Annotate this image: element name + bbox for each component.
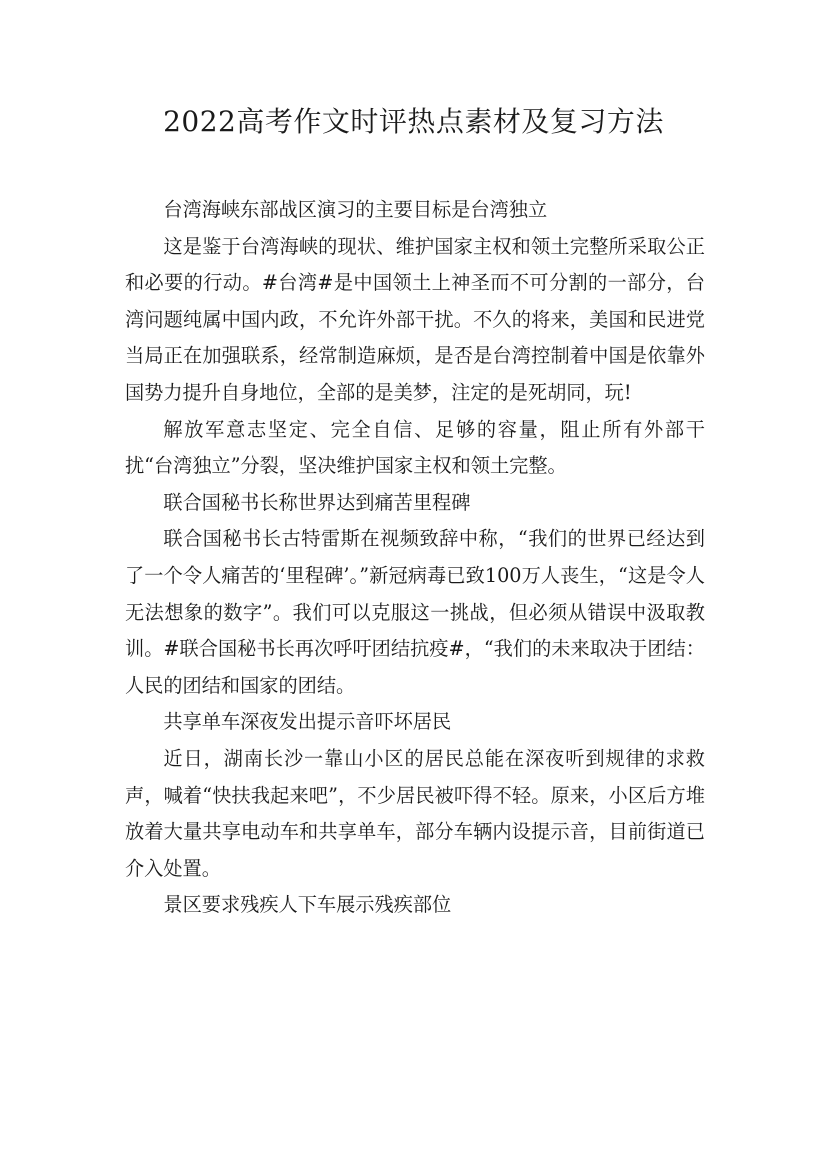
headline-paragraph: 共享单车深夜发出提示音吓坏居民 [163,710,452,734]
headline-paragraph: 联合国秘书长称世界达到痛苦里程碑 [163,490,471,514]
body-paragraph: 近日，湖南长沙一靠山小区的居民总能在深夜听到规律的求救声，喊着“快扶我起来吧”，不少居民被吓得不轻。原来，小区后方堆放着大量共享电动车和共享单车，部分车辆内设提示音，目前街道已介入处置。 [125,746,705,880]
document-title: 2022高考作文时评热点素材及复习方法 [163,105,664,138]
body-paragraph: 联合国秘书长古特雷斯在视频致辞中称，“我们的世界已经达到了一个令人痛苦的‘里程碑’。”新冠病毒已致100万人丧生，“这是令人无法想象的数字”。我们可以克服这一挑战，但必须从错误中汲取教训。#联合国秘书长再次呼吁团结抗疫#，“我们的未来取决于团结：人民的团结和国家的团结。 [125,527,705,697]
body-paragraph: 这是鉴于台湾海峡的现状、维护国家主权和领土完整所采取公正和必要的行动。#台湾#是中国领土上神圣而不可分割的一部分，台湾问题纯属中国内政，不允许外部干扰。不久的将来，美国和民进党当局正在加强联系，经常制造麻烦，是否是台湾控制着中国是依靠外国势力提升自身地位，全部的是美梦，注定的是死胡同，玩! [125,234,705,404]
body-paragraph: 解放军意志坚定、完全自信、足够的容量，阻止所有外部干扰“台湾独立”分裂，坚决维护国家主权和领土完整。 [125,417,705,478]
headline-paragraph: 景区要求残疾人下车展示残疾部位 [163,893,452,917]
headline-paragraph: 台湾海峡东部战区演习的主要目标是台湾独立 [163,198,548,221]
document-body [125,192,705,924]
